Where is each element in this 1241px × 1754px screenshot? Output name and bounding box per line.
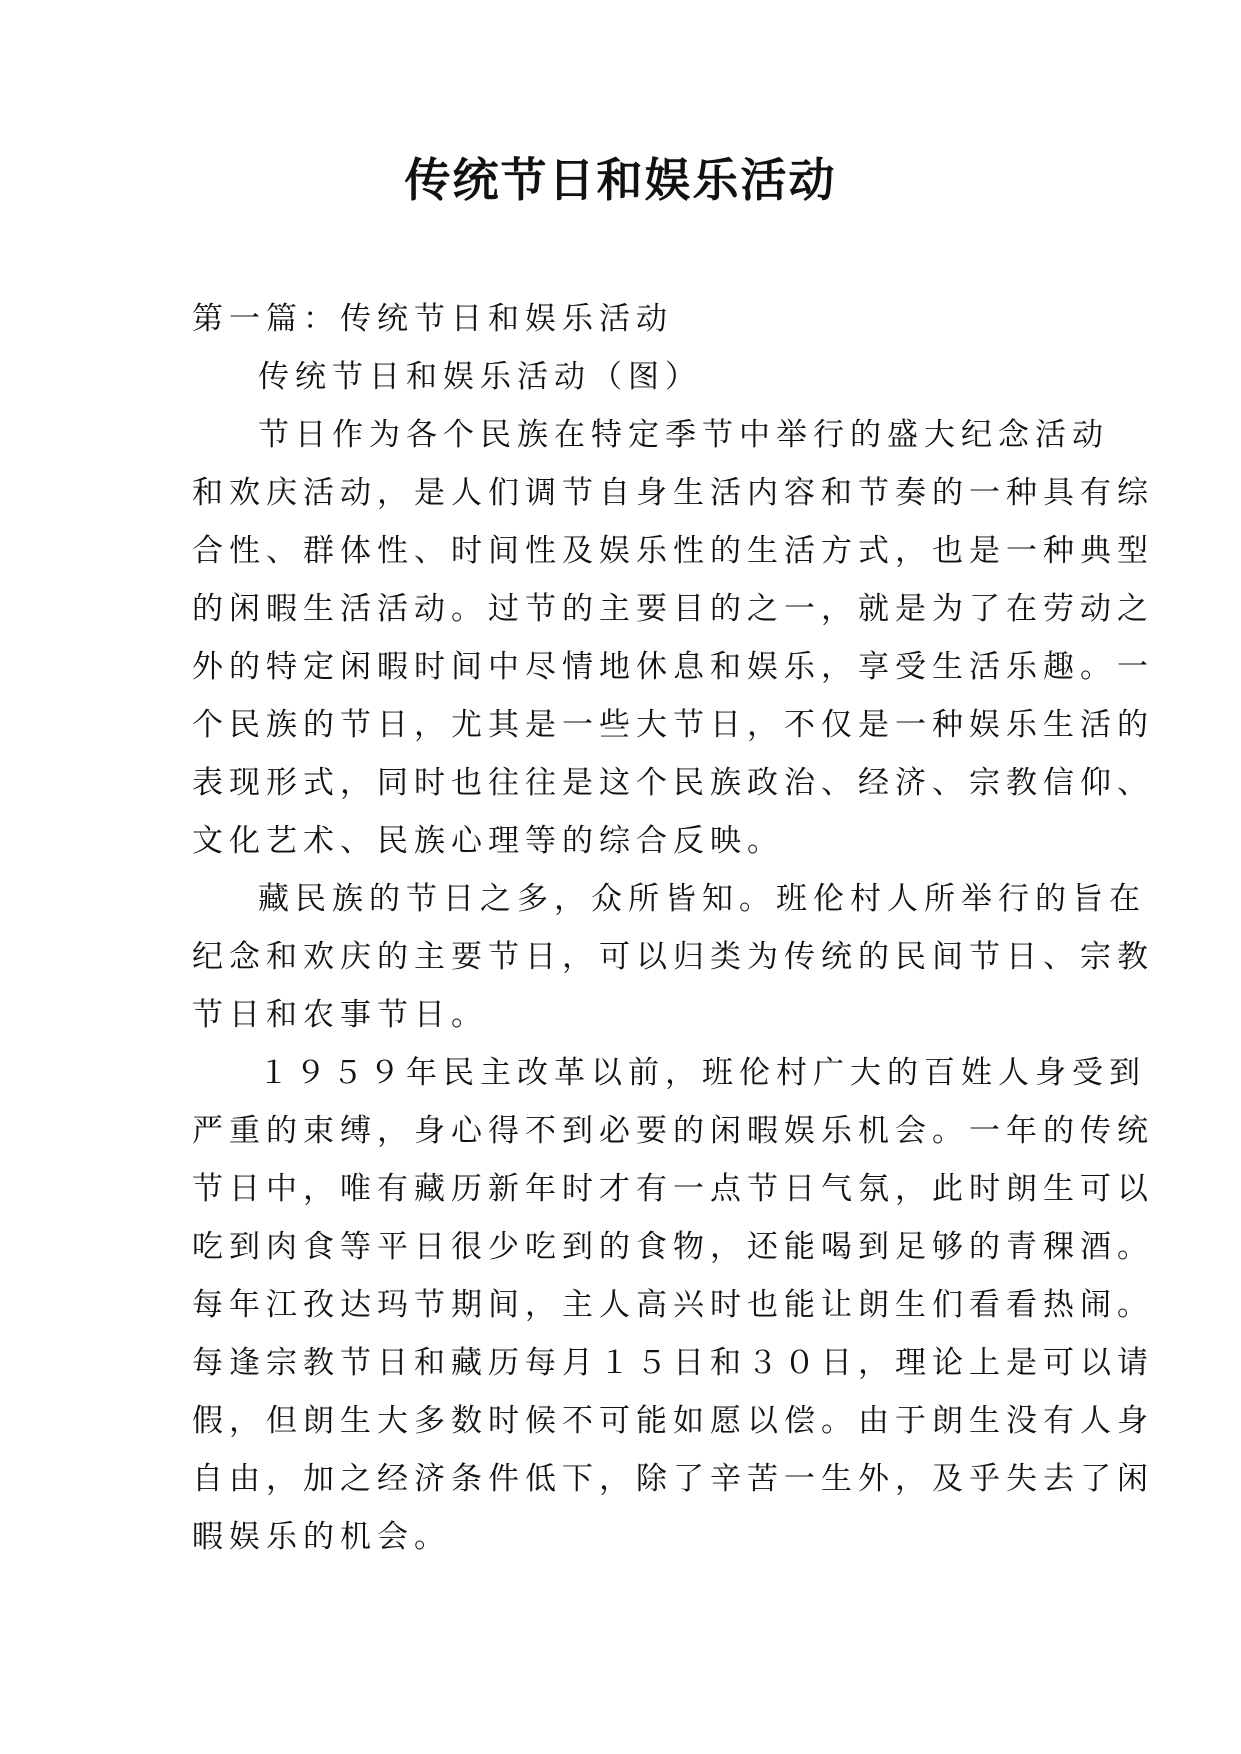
text-line: 表现形式，同时也往往是这个民族政治、经济、宗教信仰、 — [192, 765, 1154, 801]
text-line: 吃到肉食等平日很少吃到的食物，还能喝到足够的青稞酒。 — [192, 1229, 1154, 1265]
text-line: 和欢庆活动，是人们调节自身生活内容和节奏的一种具有综 — [192, 475, 1154, 511]
text-line: 暇娱乐的机会。 — [192, 1519, 451, 1555]
text-line: 每年江孜达玛节期间，主人高兴时也能让朗生们看看热闹。 — [192, 1287, 1154, 1323]
text-line: １９５９年民主改革以前，班伦村广大的百姓人身受到 — [258, 1055, 1146, 1091]
text-line: 每逢宗教节日和藏历每月１５日和３０日，理论上是可以请 — [192, 1345, 1154, 1381]
text-line: 个民族的节日，尤其是一些大节日，不仅是一种娱乐生活的 — [192, 707, 1154, 743]
text-line: 合性、群体性、时间性及娱乐性的生活方式，也是一种典型 — [192, 533, 1154, 569]
text-line: 纪念和欢庆的主要节日，可以归类为传统的民间节日、宗教 — [192, 939, 1154, 975]
text-line: 的闲暇生活活动。过节的主要目的之一，就是为了在劳动之 — [192, 591, 1154, 627]
text-line: 第一篇：传统节日和娱乐活动 — [192, 301, 673, 337]
text-line: 严重的束缚，身心得不到必要的闲暇娱乐机会。一年的传统 — [192, 1113, 1154, 1149]
document-body — [192, 290, 1154, 1566]
text-line: 传统节日和娱乐活动（图） — [258, 359, 702, 395]
text-line: 自由，加之经济条件低下，除了辛苦一生外，及乎失去了闲 — [192, 1461, 1154, 1497]
document-title: 传统节日和娱乐活动 — [404, 153, 837, 207]
text-line: 藏民族的节日之多，众所皆知。班伦村人所举行的旨在 — [258, 881, 1146, 917]
text-line: 节日作为各个民族在特定季节中举行的盛大纪念活动 — [258, 417, 1109, 453]
text-line: 文化艺术、民族心理等的综合反映。 — [192, 823, 784, 859]
text-line: 节日中，唯有藏历新年时才有一点节日气氛，此时朗生可以 — [192, 1171, 1154, 1207]
text-line: 外的特定闲暇时间中尽情地休息和娱乐，享受生活乐趣。一 — [192, 649, 1154, 685]
text-line: 假，但朗生大多数时候不可能如愿以偿。由于朗生没有人身 — [192, 1403, 1154, 1439]
text-line: 节日和农事节日。 — [192, 997, 488, 1033]
